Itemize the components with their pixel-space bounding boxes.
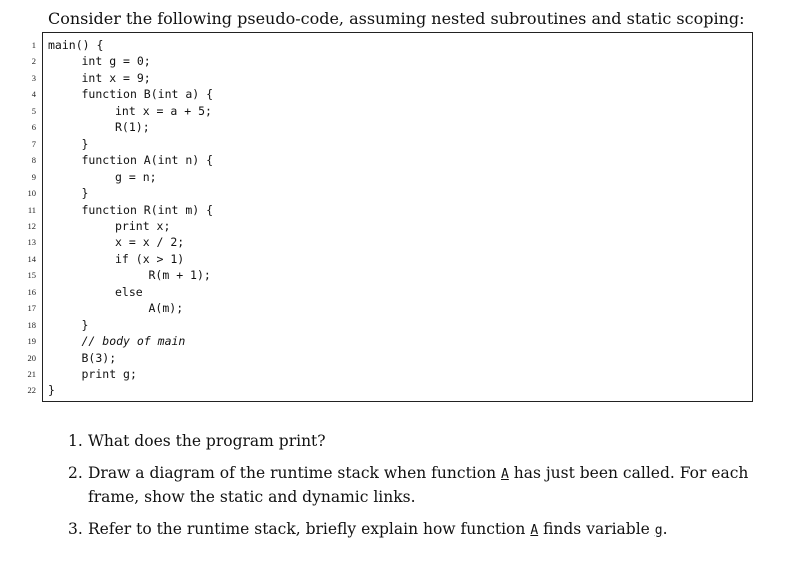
code-text: print g; bbox=[81, 367, 137, 381]
line-number: 4 bbox=[31, 89, 36, 100]
code-text: R(m + 1); bbox=[148, 268, 211, 283]
code-text: print x; bbox=[115, 218, 171, 233]
code-line bbox=[0, 382, 750, 399]
code-text: B(3); bbox=[81, 350, 117, 365]
code-line bbox=[0, 103, 750, 120]
code-line bbox=[0, 185, 750, 202]
code-text: } bbox=[81, 186, 89, 201]
code-text: function B(int a) { bbox=[81, 87, 214, 102]
line-number: 10 bbox=[27, 188, 36, 199]
variable-name: g bbox=[654, 523, 663, 538]
question-number: 3. bbox=[68, 520, 83, 538]
question-number: 2. bbox=[68, 464, 83, 482]
code-line bbox=[0, 218, 750, 235]
code-line bbox=[0, 37, 750, 54]
code-line bbox=[0, 251, 750, 268]
line-number: 22 bbox=[27, 385, 36, 396]
line-number: 9 bbox=[31, 171, 36, 182]
line-number: 12 bbox=[27, 220, 36, 231]
code-line bbox=[0, 333, 750, 350]
line-number: 16 bbox=[27, 286, 36, 297]
code-line bbox=[0, 234, 750, 251]
question-text: What does the program print? bbox=[88, 432, 326, 450]
line-number: 1 bbox=[31, 40, 36, 50]
question-text: Draw a diagram of the runtime stack when function bbox=[88, 464, 501, 482]
code-line bbox=[0, 350, 750, 367]
question-text: has just been called. For each frame, show the static and dynamic links. bbox=[88, 464, 749, 506]
code-text: R(1); bbox=[115, 120, 150, 135]
code-line bbox=[0, 284, 750, 301]
code-line bbox=[0, 317, 750, 334]
line-number: 13 bbox=[27, 237, 36, 248]
line-number: 7 bbox=[31, 138, 36, 149]
code-line bbox=[0, 152, 750, 169]
question-text: Refer to the runtime stack, briefly explain how function bbox=[88, 520, 531, 538]
code-line bbox=[0, 267, 750, 284]
code-line bbox=[0, 366, 750, 383]
function-name: A bbox=[501, 467, 509, 482]
line-number: 14 bbox=[27, 253, 36, 264]
code-line bbox=[0, 70, 750, 87]
code-line bbox=[0, 86, 750, 103]
line-number: 21 bbox=[27, 369, 36, 379]
line-number: 6 bbox=[31, 122, 36, 133]
code-text: int x = 9; bbox=[81, 70, 151, 85]
line-number: 15 bbox=[27, 270, 36, 281]
code-comment: // body of main bbox=[81, 334, 186, 349]
code-text: x = x / 2; bbox=[115, 235, 185, 250]
line-number: 19 bbox=[27, 336, 36, 347]
code-line bbox=[0, 169, 750, 186]
code-line bbox=[0, 202, 750, 219]
line-number: 18 bbox=[27, 319, 36, 330]
line-number: 2 bbox=[31, 56, 36, 67]
line-number: 11 bbox=[27, 204, 36, 215]
question-1 bbox=[68, 430, 758, 452]
line-number: 8 bbox=[31, 155, 36, 166]
code-line bbox=[0, 136, 750, 153]
problem-intro: Consider the following pseudo-code, assuming nested subroutines and static scoping: bbox=[48, 9, 745, 28]
code-line bbox=[0, 53, 750, 70]
code-text: } bbox=[81, 317, 89, 332]
question-text: . bbox=[662, 520, 668, 538]
code-text: function R(int m) { bbox=[81, 202, 214, 217]
code-text: A(m); bbox=[148, 301, 184, 316]
question-number: 1. bbox=[68, 432, 83, 450]
code-text: else bbox=[115, 284, 143, 299]
question-3 bbox=[68, 518, 758, 542]
line-number: 17 bbox=[27, 303, 36, 314]
code-text: int g = 0; bbox=[81, 54, 151, 69]
code-line bbox=[0, 300, 750, 317]
code-text: int x = a + 5; bbox=[115, 103, 212, 118]
question-list bbox=[68, 430, 758, 552]
code-text: if (x > 1) bbox=[115, 251, 185, 266]
line-number: 20 bbox=[27, 352, 36, 363]
code-text: } bbox=[81, 136, 89, 151]
function-name: A bbox=[530, 523, 539, 538]
code-text: } bbox=[48, 383, 55, 398]
code-text: function A(int n) { bbox=[81, 153, 214, 168]
question-text: finds variable bbox=[538, 520, 655, 538]
code-line bbox=[0, 119, 750, 136]
line-number: 5 bbox=[31, 105, 36, 116]
code-text: main() { bbox=[48, 38, 104, 52]
code-text: g = n; bbox=[115, 169, 157, 184]
line-number: 3 bbox=[31, 72, 36, 83]
question-2 bbox=[68, 462, 758, 508]
